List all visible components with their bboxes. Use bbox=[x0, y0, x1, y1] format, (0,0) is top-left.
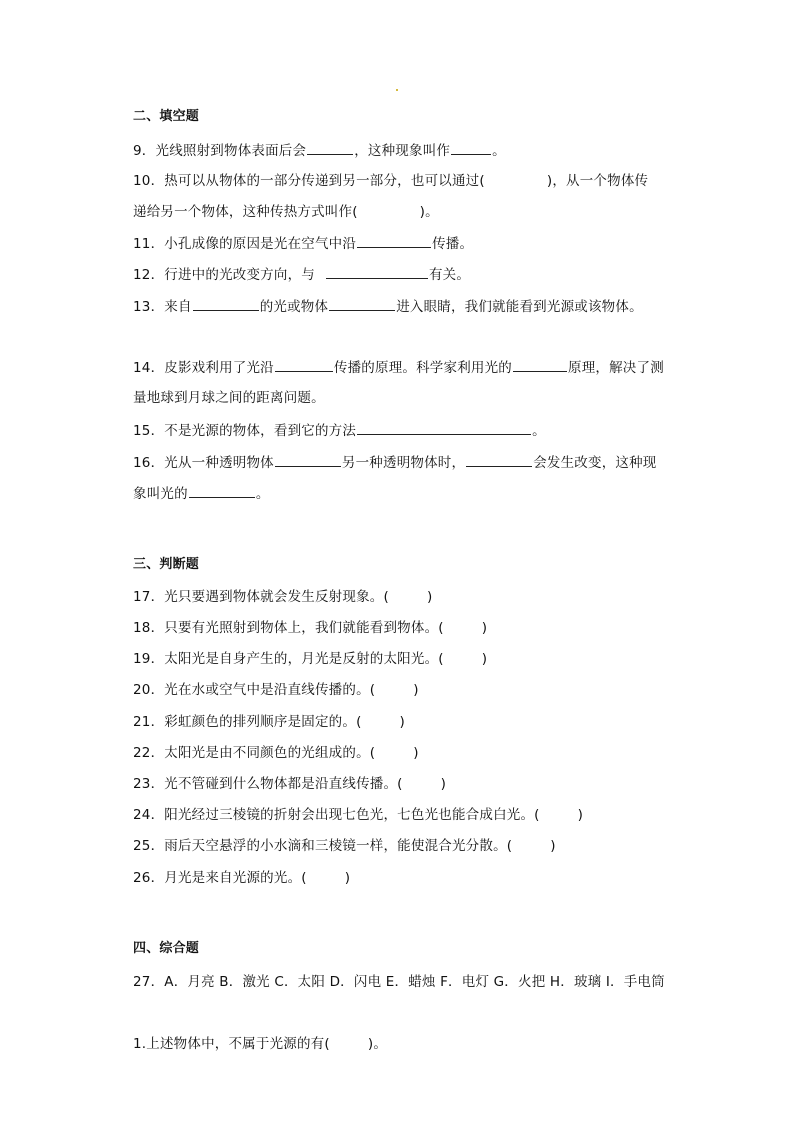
q19-close: ) bbox=[481, 651, 488, 667]
question-21 bbox=[133, 713, 405, 731]
question-25 bbox=[133, 837, 556, 855]
question-16-cont bbox=[133, 484, 270, 503]
q10-text-c: 递给另一个物体，这种传热方式叫作( bbox=[133, 204, 358, 220]
q9-blank-1[interactable] bbox=[307, 141, 353, 155]
question-12 bbox=[133, 265, 470, 284]
q21-text: 21．彩虹颜色的排列顺序是固定的。( bbox=[133, 714, 362, 730]
q10-text-b: )，从一个物体传 bbox=[546, 173, 649, 189]
q14-blank-2[interactable] bbox=[513, 358, 567, 372]
q14-text-c: 原理，解决了测 bbox=[568, 360, 664, 376]
q10-text-d: )。 bbox=[419, 204, 439, 220]
question-23 bbox=[133, 775, 446, 793]
question-27-sub-1 bbox=[133, 1035, 387, 1053]
q14-text-a: 14．皮影戏利用了光沿 bbox=[133, 360, 274, 376]
q16-blank-1[interactable] bbox=[275, 453, 341, 467]
q11-text-b: 传播。 bbox=[432, 236, 474, 252]
q11-blank[interactable] bbox=[357, 234, 431, 248]
q19-text: 19．太阳光是自身产生的，月光是反射的太阳光。( bbox=[133, 651, 444, 667]
question-19 bbox=[133, 650, 487, 668]
question-14 bbox=[133, 358, 664, 377]
q9-text-b: ，这种现象叫作 bbox=[354, 143, 451, 159]
q9-text-c: 。 bbox=[492, 143, 506, 159]
q24-close: ) bbox=[577, 807, 584, 823]
question-17 bbox=[133, 588, 432, 606]
q13-text-a: 13．来自 bbox=[133, 299, 192, 315]
q27-sub1-text: 1.上述物体中，不属于光源的有( bbox=[133, 1036, 330, 1052]
q16-blank-3[interactable] bbox=[189, 484, 255, 498]
question-26 bbox=[133, 869, 350, 887]
section-heading-fill: 二、填空题 bbox=[133, 109, 200, 124]
q13-blank-2[interactable] bbox=[329, 297, 395, 311]
question-11 bbox=[133, 234, 473, 253]
q24-text: 24．阳光经过三棱镜的折射会出现七色光，七色光也能合成白光。( bbox=[133, 807, 540, 823]
q26-text: 26．月光是来自光源的光。( bbox=[133, 870, 307, 886]
question-14-cont: 量地球到月球之间的距离问题。 bbox=[133, 390, 325, 406]
q13-blank-1[interactable] bbox=[193, 297, 259, 311]
q21-close: ) bbox=[399, 714, 406, 730]
q17-close: ) bbox=[426, 589, 433, 605]
decorative-dot bbox=[396, 89, 398, 91]
q25-close: ) bbox=[550, 838, 556, 854]
q18-close: ) bbox=[481, 620, 488, 636]
q15-text-b: 。 bbox=[532, 423, 546, 439]
q22-text: 22．太阳光是由不同颜色的光组成的。( bbox=[133, 745, 376, 761]
q14-text-b: 传播的原理。科学家利用光的 bbox=[333, 360, 512, 376]
q16-text-b: 另一种透明物体时， bbox=[341, 455, 466, 471]
q23-text: 23．光不管碰到什么物体都是沿直线传播。( bbox=[133, 776, 403, 792]
question-10-cont bbox=[133, 203, 439, 221]
question-22 bbox=[133, 744, 419, 762]
question-24 bbox=[133, 806, 583, 824]
q15-blank[interactable] bbox=[357, 421, 531, 435]
q22-close: ) bbox=[413, 745, 419, 761]
q13-text-b: 的光或物体 bbox=[259, 299, 329, 315]
q20-text: 20．光在水或空气中是沿直线传播的。( bbox=[133, 682, 376, 698]
question-20 bbox=[133, 681, 419, 699]
question-9 bbox=[133, 141, 506, 160]
section-heading-comprehensive: 四、综合题 bbox=[133, 941, 200, 956]
q16-text-d: 象叫光的 bbox=[133, 486, 188, 502]
q16-blank-2[interactable] bbox=[466, 453, 532, 467]
q16-text-e: 。 bbox=[255, 486, 270, 502]
question-15 bbox=[133, 421, 546, 440]
q27-sub1-close: )。 bbox=[367, 1036, 388, 1052]
q23-close: ) bbox=[440, 776, 447, 792]
question-10 bbox=[133, 172, 648, 190]
q18-text: 18．只要有光照射到物体上，我们就能看到物体。( bbox=[133, 620, 444, 636]
q16-text-c: 会发生改变，这种现 bbox=[533, 455, 657, 471]
q14-blank-1[interactable] bbox=[275, 358, 333, 372]
q9-blank-2[interactable] bbox=[451, 141, 491, 155]
q11-text-a: 11．小孔成像的原因是光在空气中沿 bbox=[133, 236, 357, 252]
q12-blank[interactable] bbox=[326, 265, 428, 279]
section-heading-judge: 三、判断题 bbox=[133, 557, 200, 572]
q12-text-a: 12．行进中的光改变方向，与 bbox=[133, 267, 315, 283]
q9-text-a: 9．光线照射到物体表面后会 bbox=[133, 143, 307, 159]
q17-text: 17．光只要遇到物体就会发生反射现象。( bbox=[133, 589, 389, 605]
q26-close: ) bbox=[344, 870, 351, 886]
question-27: 27．A．月亮 B．激光 C．太阳 D．闪电 E．蜡烛 F．电灯 G．火把 H．玻璃 I．手电筒 bbox=[133, 974, 665, 990]
q25-text: 25．雨后天空悬浮的小水滴和三棱镜一样，能使混合光分散。( bbox=[133, 838, 513, 854]
q13-text-c: 进入眼睛，我们就能看到光源或该物体。 bbox=[396, 299, 643, 315]
q15-text-a: 15．不是光源的物体，看到它的方法 bbox=[133, 423, 357, 439]
question-18 bbox=[133, 619, 487, 637]
question-16 bbox=[133, 453, 657, 472]
question-13 bbox=[133, 297, 643, 316]
q20-close: ) bbox=[413, 682, 419, 698]
q16-text-a: 16．光从一种透明物体 bbox=[133, 455, 274, 471]
q12-text-b: 有关。 bbox=[428, 267, 471, 283]
q10-text-a: 10．热可以从物体的一部分传递到另一部分，也可以通过( bbox=[133, 173, 485, 189]
